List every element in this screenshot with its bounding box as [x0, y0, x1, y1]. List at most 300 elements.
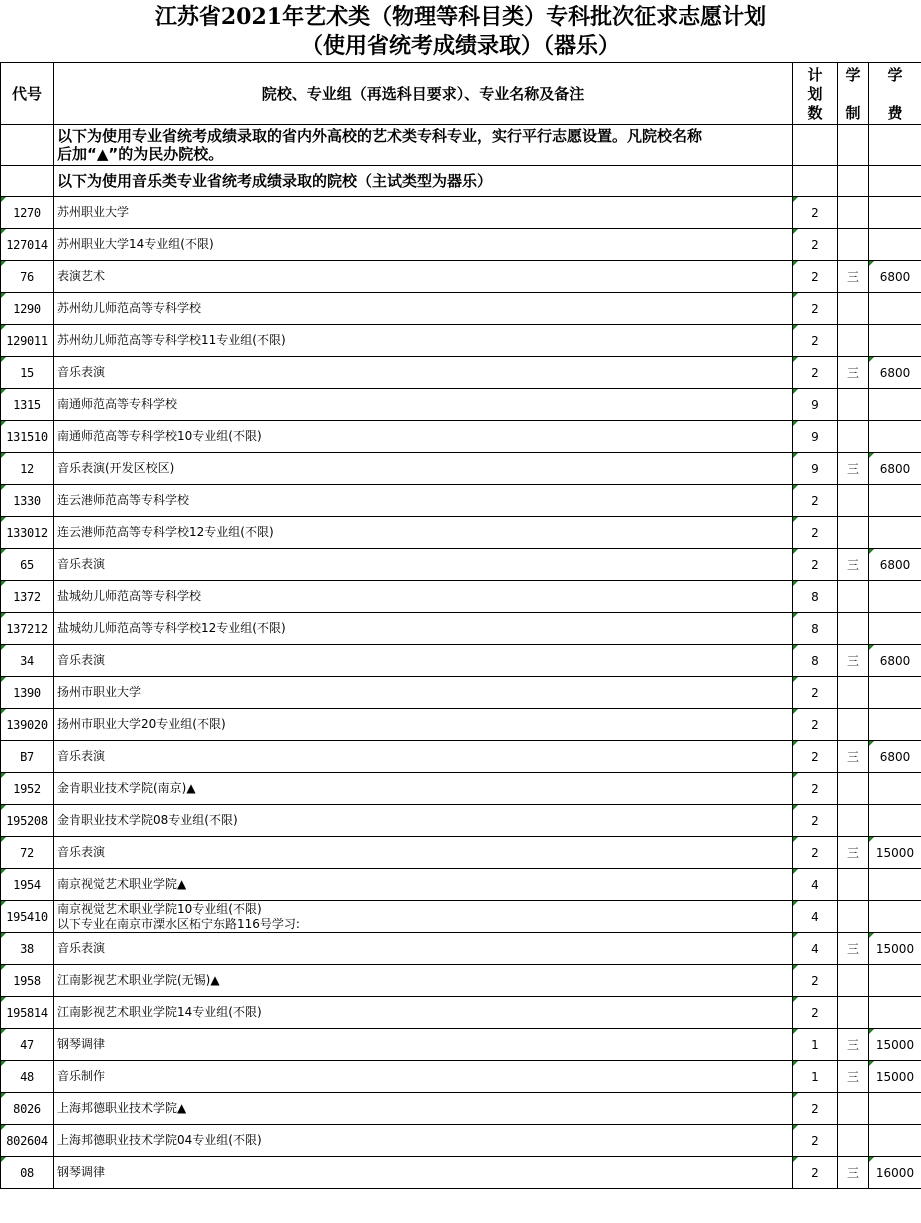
comment-marker-icon [1, 965, 6, 970]
row-name-line: 音乐表演 [57, 557, 106, 571]
row-name-line: 南京视觉艺术职业学院▲ [57, 877, 187, 891]
comment-marker-icon [793, 293, 798, 298]
row-fee-text: 6800 [879, 461, 911, 476]
row-code-text: 129011 [6, 333, 48, 348]
row-plan-text: 2 [811, 237, 819, 252]
row-system [838, 357, 869, 389]
row-code-text: 131510 [6, 429, 48, 444]
row-system [838, 773, 869, 805]
table-row [1, 741, 921, 773]
row-code-text: 1315 [13, 397, 41, 412]
row-name [54, 357, 793, 389]
row-plan [793, 613, 838, 645]
row-code [1, 709, 54, 741]
row-code-text: 47 [20, 1037, 34, 1052]
row-plan [793, 261, 838, 293]
comment-marker-icon [1, 805, 6, 810]
row-system [838, 933, 869, 965]
comment-marker-icon [793, 645, 798, 650]
row-fee [869, 613, 921, 645]
row-name [54, 773, 793, 805]
row-code-text: 1270 [13, 205, 41, 220]
row-code-text: B7 [20, 749, 34, 764]
row-name-line: 音乐表演 [57, 941, 106, 955]
table-row [1, 645, 921, 677]
comment-marker-icon [1, 1093, 6, 1098]
row-system [838, 389, 869, 421]
header-plan-char: 划 [807, 84, 823, 103]
comment-marker-icon [1, 357, 6, 362]
comment-marker-icon [793, 485, 798, 490]
row-name-line: 连云港师范高等专科学校 [57, 493, 190, 507]
comment-marker-icon [1, 229, 6, 234]
comment-marker-icon [1, 1029, 6, 1034]
comment-marker-icon [1, 997, 6, 1002]
row-code [1, 229, 54, 261]
row-system-text: 三 [846, 1038, 859, 1052]
row-name [54, 869, 793, 901]
row-fee [869, 1157, 921, 1189]
row-name-line: 音乐表演 [57, 365, 106, 379]
row-plan-text: 1 [811, 1037, 819, 1052]
comment-marker-icon [1, 837, 6, 842]
comment-marker-icon [793, 965, 798, 970]
row-name [54, 1157, 793, 1189]
table-row [1, 901, 921, 933]
row-plan-text: 2 [811, 845, 819, 860]
row-fee-text: 15000 [875, 1037, 915, 1052]
comment-marker-icon [869, 741, 874, 746]
row-system [838, 325, 869, 357]
row-name-line: 扬州市职业大学20专业组(不限) [57, 717, 226, 731]
row-name-line: 钢琴调律 [57, 1165, 106, 1179]
table-row [1, 581, 921, 613]
comment-marker-icon [869, 645, 874, 650]
comment-marker-icon [1, 453, 6, 458]
table-row [1, 965, 921, 997]
row-name-line: 音乐表演 [57, 749, 106, 763]
table-row [1, 933, 921, 965]
row-code-text: 137212 [6, 621, 48, 636]
comment-marker-icon [793, 805, 798, 810]
row-code [1, 677, 54, 709]
row-fee [869, 997, 921, 1029]
comment-marker-icon [869, 1157, 874, 1162]
table-row [1, 773, 921, 805]
row-code [1, 421, 54, 453]
row-code [1, 325, 54, 357]
row-code [1, 645, 54, 677]
row-code [1, 773, 54, 805]
row-name-line: 苏州职业大学 [57, 205, 130, 219]
comment-marker-icon [1, 1125, 6, 1130]
row-system [838, 229, 869, 261]
row-name-line: 金肯职业技术学院08专业组(不限) [57, 813, 238, 827]
row-fee [869, 677, 921, 709]
comment-marker-icon [793, 613, 798, 618]
row-code [1, 485, 54, 517]
row-name-line: 音乐表演(开发区校区) [57, 461, 175, 475]
row-code [1, 357, 54, 389]
row-name [54, 645, 793, 677]
row-plan [793, 933, 838, 965]
section-text: 以下为使用音乐类专业省统考成绩录取的院校（主试类型为器乐） [54, 166, 793, 197]
row-name [54, 997, 793, 1029]
row-code-text: 15 [20, 365, 34, 380]
row-code-text: 133012 [6, 525, 48, 540]
row-system [838, 421, 869, 453]
comment-marker-icon [1, 421, 6, 426]
comment-marker-icon [1, 933, 6, 938]
comment-marker-icon [1, 549, 6, 554]
comment-marker-icon [793, 229, 798, 234]
table-row [1, 197, 921, 229]
row-name [54, 741, 793, 773]
note-system-cell [838, 125, 869, 166]
row-name [54, 677, 793, 709]
row-plan [793, 1029, 838, 1061]
row-system [838, 1157, 869, 1189]
row-plan-text: 4 [811, 941, 819, 956]
row-fee [869, 773, 921, 805]
row-code-text: 65 [20, 557, 34, 572]
row-system [838, 1029, 869, 1061]
table-row [1, 389, 921, 421]
row-fee-text: 6800 [879, 365, 911, 380]
row-name [54, 805, 793, 837]
row-fee [869, 453, 921, 485]
row-code [1, 933, 54, 965]
row-code [1, 197, 54, 229]
row-code-text: 139020 [6, 717, 48, 732]
comment-marker-icon [793, 453, 798, 458]
row-fee-text: 15000 [875, 845, 915, 860]
row-plan [793, 1061, 838, 1093]
comment-marker-icon [793, 549, 798, 554]
row-system [838, 1125, 869, 1157]
row-name-line: 上海邦德职业技术学院04专业组(不限) [57, 1133, 262, 1147]
row-name-line: 南通师范高等专科学校 [57, 397, 178, 411]
row-plan [793, 581, 838, 613]
header-name: 院校、专业组（再选科目要求）、专业名称及备注 [54, 63, 793, 125]
row-system-text: 三 [846, 270, 859, 284]
table-row [1, 837, 921, 869]
row-fee [869, 869, 921, 901]
row-name [54, 837, 793, 869]
comment-marker-icon [869, 261, 874, 266]
row-system-text: 三 [846, 750, 859, 764]
row-plan [793, 357, 838, 389]
comment-marker-icon [793, 1029, 798, 1034]
row-name [54, 325, 793, 357]
row-system [838, 837, 869, 869]
row-plan-text: 2 [811, 301, 819, 316]
row-fee [869, 709, 921, 741]
row-plan-text: 2 [811, 333, 819, 348]
row-name [54, 901, 793, 933]
row-plan-text: 2 [811, 1133, 819, 1148]
note-line-1: 以下为使用专业省统考成绩录取的省内外高校的艺术类专科专业，实行平行志愿设置。凡院校名称 [57, 127, 703, 145]
row-plan [793, 805, 838, 837]
row-code [1, 613, 54, 645]
row-system [838, 261, 869, 293]
row-code [1, 1125, 54, 1157]
note-line-2: 后加“▲”的为民办院校。 [57, 145, 224, 163]
row-name-line: 南通师范高等专科学校10专业组(不限) [57, 429, 262, 443]
section-row [1, 166, 921, 197]
row-plan [793, 453, 838, 485]
row-plan-text: 9 [811, 461, 819, 476]
table-row [1, 709, 921, 741]
row-plan-text: 2 [811, 749, 819, 764]
comment-marker-icon [1, 1157, 6, 1162]
row-name-line: 盐城幼儿师范高等专科学校12专业组(不限) [57, 621, 286, 635]
row-plan-text: 8 [811, 653, 819, 668]
row-code [1, 293, 54, 325]
row-system-text: 三 [846, 1166, 859, 1180]
row-name-line: 连云港师范高等专科学校12专业组(不限) [57, 525, 274, 539]
row-fee [869, 805, 921, 837]
row-system [838, 517, 869, 549]
comment-marker-icon [793, 933, 798, 938]
row-name [54, 517, 793, 549]
comment-marker-icon [1, 677, 6, 682]
comment-marker-icon [1, 901, 6, 906]
row-fee [869, 485, 921, 517]
comment-marker-icon [793, 1061, 798, 1066]
table-row [1, 517, 921, 549]
row-system-text: 三 [846, 558, 859, 572]
row-fee-text: 6800 [879, 557, 911, 572]
row-system [838, 1093, 869, 1125]
row-plan-text: 2 [811, 365, 819, 380]
comment-marker-icon [869, 453, 874, 458]
row-plan [793, 965, 838, 997]
comment-marker-icon [793, 1125, 798, 1130]
row-code [1, 517, 54, 549]
row-fee [869, 1061, 921, 1093]
row-system [838, 1061, 869, 1093]
table-row [1, 1093, 921, 1125]
comment-marker-icon [1, 389, 6, 394]
comment-marker-icon [793, 773, 798, 778]
row-plan [793, 645, 838, 677]
row-code-text: 1372 [13, 589, 41, 604]
row-code-text: 34 [20, 653, 34, 668]
row-name-line: 金肯职业技术学院(南京)▲ [57, 781, 196, 795]
comment-marker-icon [793, 197, 798, 202]
comment-marker-icon [1, 709, 6, 714]
row-plan [793, 1093, 838, 1125]
row-system-text: 三 [846, 942, 859, 956]
comment-marker-icon [869, 1061, 874, 1066]
comment-marker-icon [793, 997, 798, 1002]
row-name [54, 1061, 793, 1093]
row-code [1, 1093, 54, 1125]
row-fee [869, 1125, 921, 1157]
row-plan-text: 1 [811, 1069, 819, 1084]
table-row [1, 613, 921, 645]
row-plan-text: 2 [811, 1101, 819, 1116]
table-row [1, 261, 921, 293]
row-plan-text: 2 [811, 781, 819, 796]
document-subtitle: （使用省统考成绩录取）（器乐） [300, 33, 620, 59]
row-code [1, 453, 54, 485]
comment-marker-icon [793, 741, 798, 746]
row-code-text: 12 [20, 461, 34, 476]
row-plan-text: 2 [811, 525, 819, 540]
header-system [838, 63, 869, 125]
row-plan-text: 9 [811, 397, 819, 412]
row-fee [869, 581, 921, 613]
row-fee-text: 6800 [879, 269, 911, 284]
section-code-cell [1, 166, 54, 197]
row-fee [869, 517, 921, 549]
comment-marker-icon [793, 389, 798, 394]
row-fee [869, 549, 921, 581]
row-name [54, 421, 793, 453]
row-code [1, 581, 54, 613]
row-name [54, 485, 793, 517]
table-row [1, 1061, 921, 1093]
row-name [54, 1125, 793, 1157]
comment-marker-icon [1, 1061, 6, 1066]
row-plan [793, 549, 838, 581]
row-name-line: 苏州幼儿师范高等专科学校11专业组(不限) [57, 333, 286, 347]
row-fee [869, 1029, 921, 1061]
row-plan [793, 325, 838, 357]
row-plan-text: 2 [811, 973, 819, 988]
comment-marker-icon [1, 773, 6, 778]
table-row [1, 229, 921, 261]
comment-marker-icon [1, 517, 6, 522]
row-plan [793, 997, 838, 1029]
row-system [838, 645, 869, 677]
comment-marker-icon [1, 261, 6, 266]
row-system-text: 三 [846, 1070, 859, 1084]
row-system [838, 997, 869, 1029]
row-name [54, 453, 793, 485]
header-plan [793, 63, 838, 125]
row-plan-text: 8 [811, 621, 819, 636]
comment-marker-icon [793, 325, 798, 330]
comment-marker-icon [793, 869, 798, 874]
row-fee-text: 6800 [879, 749, 911, 764]
row-fee [869, 293, 921, 325]
table-row [1, 421, 921, 453]
comment-marker-icon [793, 1157, 798, 1162]
row-plan-text: 2 [811, 205, 819, 220]
row-plan-text: 2 [811, 685, 819, 700]
row-name [54, 549, 793, 581]
row-plan [793, 293, 838, 325]
header-plan-char: 数 [807, 103, 823, 122]
row-name-line: 扬州市职业大学 [57, 685, 142, 699]
comment-marker-icon [1, 869, 6, 874]
row-name-line: 江南影视艺术职业学院14专业组(不限) [57, 1005, 262, 1019]
row-name [54, 293, 793, 325]
comment-marker-icon [869, 933, 874, 938]
table-row [1, 805, 921, 837]
row-code [1, 1157, 54, 1189]
table-row [1, 1029, 921, 1061]
row-plan [793, 1125, 838, 1157]
row-name [54, 389, 793, 421]
table-row [1, 325, 921, 357]
row-name-line: 苏州幼儿师范高等专科学校 [57, 301, 202, 315]
comment-marker-icon [1, 485, 6, 490]
row-code-text: 48 [20, 1069, 34, 1084]
note-row [1, 125, 921, 166]
row-name-line: 江南影视艺术职业学院(无锡)▲ [57, 973, 220, 987]
table-row [1, 677, 921, 709]
table-row [1, 1157, 921, 1189]
row-plan [793, 421, 838, 453]
row-plan [793, 485, 838, 517]
row-code-text: 8026 [13, 1101, 41, 1116]
row-name [54, 1029, 793, 1061]
row-code [1, 549, 54, 581]
row-system-text: 三 [846, 654, 859, 668]
row-system [838, 869, 869, 901]
row-name [54, 933, 793, 965]
row-name-line: 上海邦德职业技术学院▲ [57, 1101, 187, 1115]
comment-marker-icon [793, 357, 798, 362]
row-code [1, 837, 54, 869]
table-row [1, 293, 921, 325]
row-code [1, 741, 54, 773]
row-plan-text: 2 [811, 1165, 819, 1180]
document-title: 江苏省2021年艺术类（物理等科目类）专科批次征求志愿计划 [154, 4, 767, 30]
row-plan [793, 517, 838, 549]
row-fee [869, 357, 921, 389]
row-fee-text: 16000 [875, 1165, 915, 1180]
row-fee-text: 15000 [875, 941, 915, 956]
row-fee [869, 261, 921, 293]
row-plan-text: 2 [811, 717, 819, 732]
row-fee [869, 1093, 921, 1125]
row-plan [793, 677, 838, 709]
row-system [838, 453, 869, 485]
section-plan-cell [793, 166, 838, 197]
section-fee-cell [869, 166, 921, 197]
row-name-line: 表演艺术 [57, 269, 106, 283]
note-text [54, 125, 793, 166]
row-code-text: 1290 [13, 301, 41, 316]
row-fee [869, 965, 921, 997]
row-system-text: 三 [846, 462, 859, 476]
row-name [54, 229, 793, 261]
row-fee [869, 229, 921, 261]
table-row [1, 1125, 921, 1157]
table-header-row [1, 63, 921, 125]
row-plan [793, 389, 838, 421]
row-name-line: 音乐制作 [57, 1069, 106, 1083]
comment-marker-icon [869, 1029, 874, 1034]
note-fee-cell [869, 125, 921, 166]
row-plan [793, 869, 838, 901]
table-row [1, 357, 921, 389]
row-system [838, 613, 869, 645]
row-code-text: 195208 [6, 813, 48, 828]
row-code [1, 389, 54, 421]
row-code-text: 1330 [13, 493, 41, 508]
header-system-char: 学 [845, 65, 861, 84]
row-fee [869, 645, 921, 677]
table-row [1, 997, 921, 1029]
row-plan-text: 2 [811, 269, 819, 284]
row-code-text: 1954 [13, 877, 41, 892]
